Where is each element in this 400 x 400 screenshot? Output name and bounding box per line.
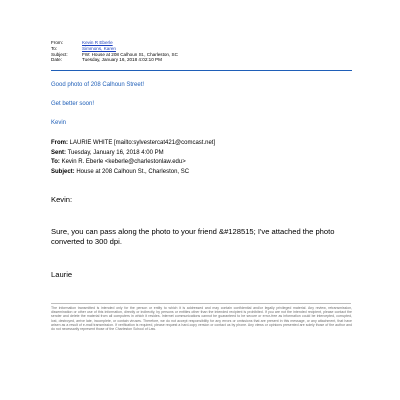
header-date-label: Date: — [51, 57, 62, 63]
forwarded-header — [51, 139, 215, 177]
body-closing: Laurie — [51, 270, 73, 279]
header-to-value[interactable]: Simmons, Karen — [82, 45, 116, 51]
header-to-label: To: — [51, 45, 58, 51]
header-from-label: From: — [51, 40, 63, 45]
confidentiality-disclaimer: The information transmitted is intended only for the person or entity to which it is addressed and may contain confidential and/or legally privileged material. Any review, retransmission, dissemination or other use of this information, directly or indirectly, by persons or entities other than the intended recipient is prohibited. If you are not the intended recipient, please contact the sender and delete the material from all computers in which it resides. Internet communications cannot be guaranteed to be secure or error-free as information could be intercepted, corrupted, lost, destroyed, arrive late, incomplete, or contain viruses. Therefore, we do not accept responsibility for any errors or omissions that are present in this message, or any attachment, that have arisen as a result of e-mail transmission. If verification is required, please request a hard-copy version or contact us by phone. Any views or opinions presented are solely those of the author and do not necessarily represent those of the Charleston School of Law. — [51, 306, 352, 332]
email-header — [51, 40, 351, 63]
message-signature: Kevin — [51, 120, 67, 126]
message-line-2: Get better soon! — [51, 101, 95, 107]
header-divider — [51, 70, 352, 71]
message-line-1: Good photo of 208 Calhoun Street! — [51, 82, 145, 88]
header-subject-value: FW: House at 208 Calhoun St., Charleston, SC — [82, 51, 178, 57]
forwarded-to-row — [51, 158, 215, 168]
forwarded-from-value: LAURIE WHITE [mailto:sylvestercat421@comcast.net] — [69, 140, 216, 146]
forwarded-sent-value: Tuesday, January 16, 2018 4:00 PM — [67, 149, 164, 156]
body-text: Sure, you can pass along the photo to your friend &#128515; I've attached the photo converted to 300 dpi. — [51, 227, 335, 246]
forwarded-subject-label: Subject: — [51, 168, 75, 175]
forwarded-sent-row — [51, 149, 215, 159]
header-subject-label: Subject: — [51, 51, 68, 57]
forwarded-subject-row — [51, 168, 215, 178]
forwarded-from-label: From: — [51, 140, 68, 146]
disclaimer-divider — [51, 303, 351, 304]
forwarded-subject-value: House at 208 Calhoun St., Charleston, SC — [76, 168, 190, 175]
forwarded-to-label: To: — [51, 159, 60, 165]
header-date-value: Tuesday, January 16, 2018 4:02:10 PM — [82, 57, 162, 63]
forwarded-to-value: Kevin R. Eberle <keberle@charlestonlaw.edu> — [61, 159, 186, 165]
header-from-value[interactable]: Kevin R Eberle — [82, 40, 113, 45]
forwarded-sent-label: Sent: — [51, 149, 66, 156]
forwarded-from-row — [51, 139, 215, 149]
body-greeting: Kevin: — [51, 195, 73, 204]
header-date-row — [51, 57, 351, 63]
